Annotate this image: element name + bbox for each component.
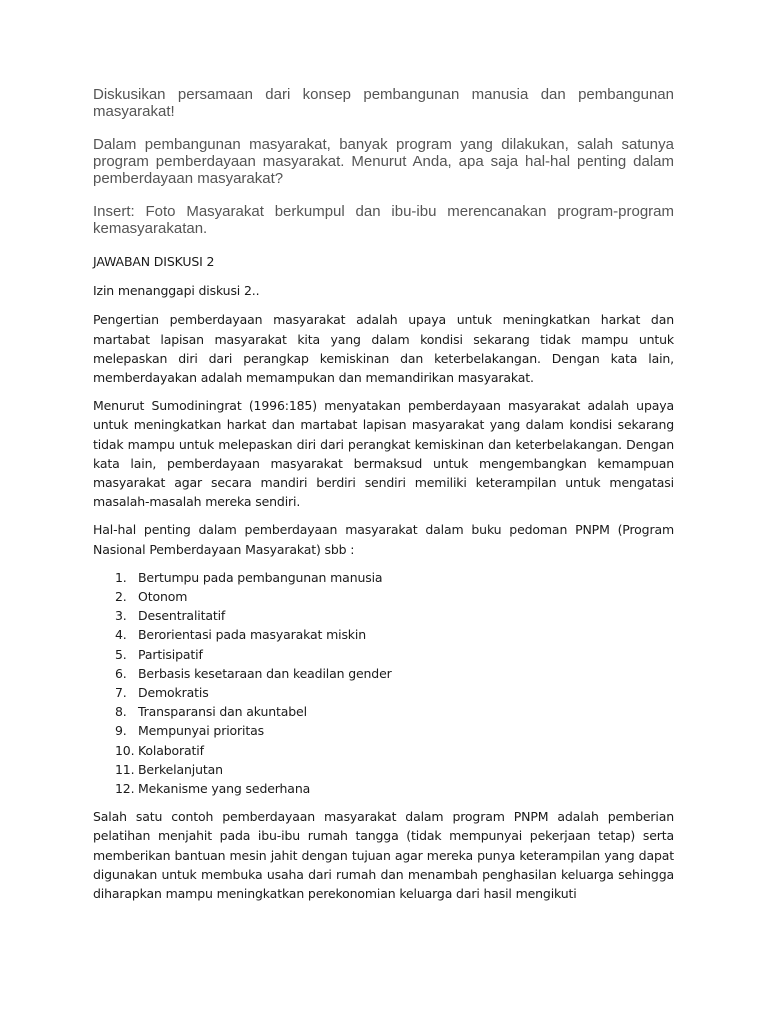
list-item-number: 9. <box>115 723 127 739</box>
list-item-number: 3. <box>115 608 127 624</box>
list-item <box>93 779 674 798</box>
list-item-text: Otonom <box>138 589 188 605</box>
list-item-text: Mekanisme yang sederhana <box>138 781 311 797</box>
question-2: Dalam pembangunan masyarakat, banyak program yang dilakukan, salah satunya program pemberdayaan masyarakat. Menurut Anda, apa saja hal-hal penting dalam pemberdayaan masyarakat? <box>93 136 674 187</box>
list-item-number: 12. <box>115 781 135 797</box>
list-item-number: 2. <box>115 589 127 605</box>
list-item-number: 1. <box>115 569 127 585</box>
list-item <box>93 664 674 683</box>
list-item-text: Mempunyai prioritas <box>138 723 264 739</box>
list-item <box>93 702 674 721</box>
question-1: Diskusikan persamaan dari konsep pembangunan manusia dan pembangunan masyarakat! <box>93 86 674 120</box>
answer-heading: JAWABAN DISKUSI 2 <box>93 254 215 269</box>
answer-paragraph-3: Hal-hal penting dalam pemberdayaan masyarakat dalam buku pedoman PNPM (Program Nasional Pemberdayaan Masyarakat) sbb : <box>93 522 674 557</box>
list-item-number: 7. <box>115 685 127 701</box>
answer-paragraph-1: Pengertian pemberdayaan masyarakat adalah upaya untuk meningkatkan harkat dan martabat lapisan masyarakat kita yang dalam kondisi sekarang tidak mampu untuk melepaskan diri dari perangkap kemiskinan dan keterbelakangan. Dengan kata lain, memberdayakan adalah memampukan dan memandirikan masyarakat. <box>93 312 674 386</box>
question-3: Insert: Foto Masyarakat berkumpul dan ibu-ibu merencanakan program-program kemasyarakatan. <box>93 203 674 237</box>
list-item-text: Bertumpu pada pembangunan manusia <box>138 569 383 585</box>
list-item <box>93 587 674 606</box>
document-page <box>93 86 674 912</box>
list-item <box>93 645 674 664</box>
list-item-text: Partisipatif <box>138 646 203 662</box>
list-item <box>93 568 674 587</box>
list-item-number: 10. <box>115 742 135 758</box>
list-item-text: Berbasis kesetaraan dan keadilan gender <box>138 665 392 681</box>
list-item-text: Berkelanjutan <box>138 761 223 777</box>
list-item <box>93 721 674 740</box>
list-item <box>93 741 674 760</box>
list-item-number: 11. <box>115 761 135 777</box>
list-item-text: Desentralitatif <box>138 608 226 624</box>
list-item-text: Berorientasi pada masyarakat miskin <box>138 627 366 643</box>
list-item <box>93 683 674 702</box>
list-item-number: 8. <box>115 704 127 720</box>
list-item <box>93 625 674 644</box>
list-item <box>93 606 674 625</box>
list-item-number: 6. <box>115 665 127 681</box>
answer-paragraph-2: Menurut Sumodiningrat (1996:185) menyatakan pemberdayaan masyarakat adalah upaya untuk meningkatkan harkat dan martabat lapisan masyarakat yang dalam kondisi sekarang tidak mampu untuk melepaskan diri dari perangkat kemiskinan dan keterbelakangan. Dengan kata lain, pemberdayaan masyarakat bermaksud untuk mengembangkan kemampuan masyarakat agar secara mandiri berdiri sendiri memiliki keterampilan untuk mengatasi masalah-masalah mereka sendiri. <box>93 398 674 510</box>
criteria-list <box>93 568 674 798</box>
list-item-text: Kolaboratif <box>138 742 204 758</box>
list-item-text: Demokratis <box>138 685 209 701</box>
list-item-text: Transparansi dan akuntabel <box>138 704 307 720</box>
list-item-number: 5. <box>115 646 127 662</box>
list-item-number: 4. <box>115 627 127 643</box>
answer-greeting: Izin menanggapi diskusi 2.. <box>93 283 260 299</box>
answer-paragraph-4: Salah satu contoh pemberdayaan masyarakat dalam program PNPM adalah pemberian pelatihan menjahit pada ibu-ibu rumah tangga (tidak mempunyai pekerjaan tetap) serta memberikan bantuan mesin jahit dengan tujuan agar mereka punya keterampilan yang dapat digunakan untuk membuka usaha dari rumah dan menambah penghasilan keluarga sehingga diharapkan mampu meningkatkan perekonomian keluarga dari hasil mengikuti <box>93 809 674 902</box>
list-item <box>93 760 674 779</box>
